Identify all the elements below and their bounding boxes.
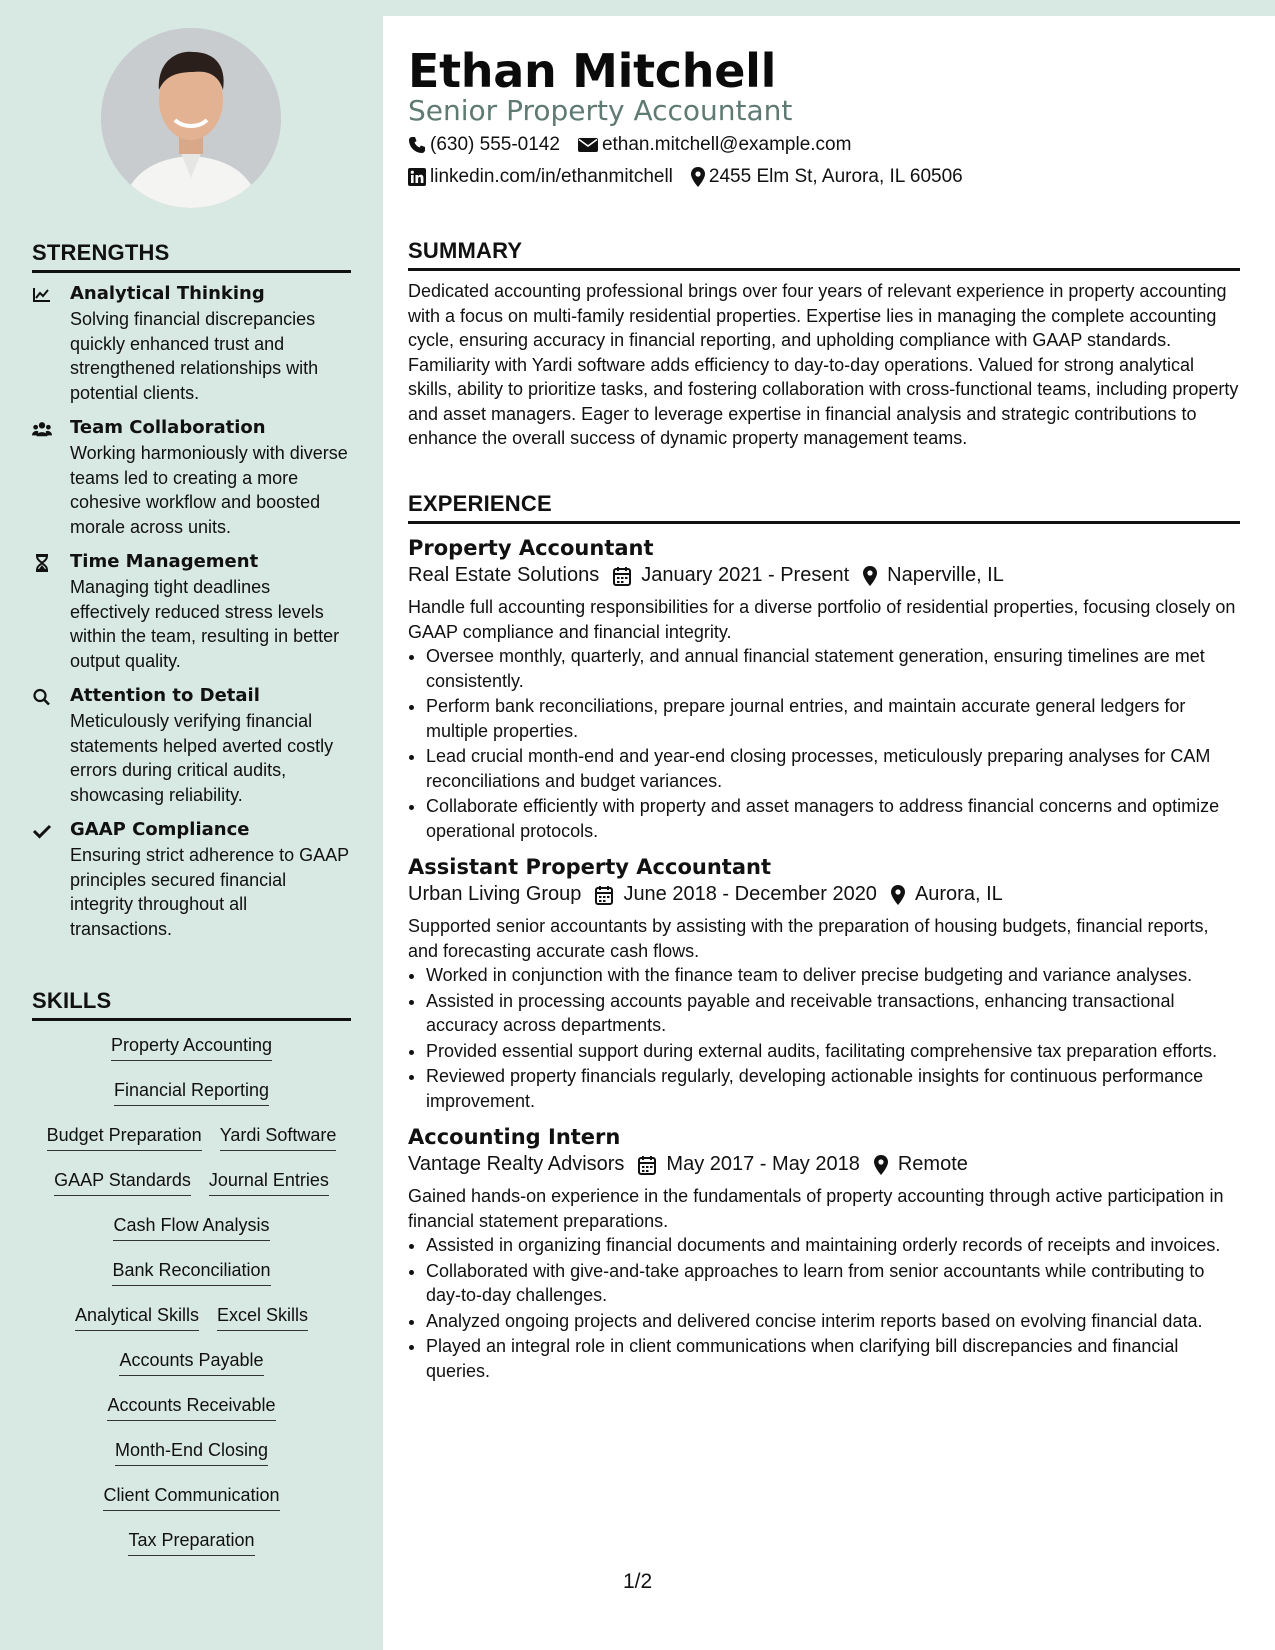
strength-item bbox=[32, 283, 351, 405]
summary-section bbox=[408, 238, 1240, 451]
calendar-icon bbox=[638, 1155, 656, 1175]
job-meta bbox=[408, 883, 1240, 906]
skill-tag: Client Communication bbox=[103, 1485, 279, 1511]
job-entry bbox=[408, 855, 1240, 1113]
skill-tag: Month-End Closing bbox=[115, 1440, 268, 1466]
job-dates-text: January 2021 - Present bbox=[641, 564, 850, 586]
job-dates-text: May 2017 - May 2018 bbox=[666, 1153, 860, 1175]
job-location-text: Remote bbox=[897, 1153, 968, 1175]
skill-tag: Cash Flow Analysis bbox=[113, 1215, 269, 1241]
job-dates bbox=[613, 564, 849, 587]
page-number: 1/2 bbox=[623, 1570, 653, 1593]
strength-item bbox=[32, 551, 351, 673]
strength-desc: Ensuring strict adherence to GAAP principles secured financial integrity throughout all transactions. bbox=[70, 845, 349, 939]
strengths-section bbox=[32, 240, 351, 953]
job-location-text: Naperville, IL bbox=[887, 564, 1004, 586]
calendar-icon bbox=[595, 885, 613, 905]
strength-desc: Working harmoniously with diverse teams led to creating a more cohesive workflow and boosted morale across units. bbox=[70, 443, 348, 537]
main-content bbox=[383, 16, 1275, 1650]
linkedin-icon bbox=[408, 168, 426, 186]
map-pin-icon bbox=[691, 167, 705, 187]
job-meta bbox=[408, 1153, 1240, 1176]
job-bullets bbox=[408, 644, 1240, 843]
strength-desc: Meticulously verifying financial statements helped averted costly errors during critical audits, showcasing reliability. bbox=[70, 711, 334, 805]
job-company: Real Estate Solutions bbox=[408, 564, 600, 586]
bullet-item: • Lead crucial month-end and year-end closing processes, meticulously preparing analyses for CAM reconciliations and budget variances. bbox=[426, 744, 1240, 793]
chart-line-icon bbox=[32, 283, 70, 405]
job-title: Accounting Intern bbox=[408, 1125, 621, 1149]
job-location-text: Aurora, IL bbox=[914, 883, 1003, 905]
summary-heading: SUMMARY bbox=[408, 238, 1240, 271]
contact-row bbox=[408, 166, 981, 188]
skill-tag: Journal Entries bbox=[209, 1170, 329, 1196]
experience-heading: EXPERIENCE bbox=[408, 491, 1240, 524]
job-title: Property Accountant bbox=[408, 536, 654, 560]
skill-tag: Accounts Receivable bbox=[107, 1395, 275, 1421]
job-description: Gained hands-on experience in the fundamentals of property accounting through active participation in financial statement preparations. bbox=[408, 1186, 1224, 1231]
phone-contact[interactable] bbox=[408, 134, 560, 156]
job-dates bbox=[595, 883, 877, 906]
job-entry bbox=[408, 1125, 1240, 1383]
phone-icon bbox=[408, 136, 426, 154]
skill-tag: Analytical Skills bbox=[75, 1305, 199, 1331]
strength-title: GAAP Compliance bbox=[70, 819, 250, 840]
strength-item bbox=[32, 819, 351, 941]
profile-photo-image bbox=[101, 28, 281, 208]
job-location bbox=[874, 1153, 968, 1176]
skill-tag: Tax Preparation bbox=[128, 1530, 254, 1556]
strength-title: Time Management bbox=[70, 551, 259, 572]
email-contact[interactable] bbox=[578, 134, 852, 156]
bullet-item: • Worked in conjunction with the finance team to deliver precise budgeting and variance analyses. bbox=[426, 963, 1240, 988]
bullet-item: • Provided essential support during external audits, facilitating comprehensive tax preparation efforts. bbox=[426, 1039, 1240, 1064]
skill-tag: Yardi Software bbox=[220, 1125, 337, 1151]
skills-heading: SKILLS bbox=[32, 988, 351, 1021]
job-bullets bbox=[408, 1233, 1240, 1383]
bullet-item: • Played an integral role in client communications when clarifying bill discrepancies and financial queries. bbox=[426, 1334, 1240, 1383]
skill-tag: Bank Reconciliation bbox=[112, 1260, 270, 1286]
job-location bbox=[891, 883, 1003, 906]
job-dates-text: June 2018 - December 2020 bbox=[623, 883, 877, 905]
email-text: ethan.mitchell@example.com bbox=[601, 134, 852, 155]
skill-tag: Financial Reporting bbox=[114, 1080, 269, 1106]
job-entry bbox=[408, 536, 1240, 843]
hourglass-icon bbox=[32, 551, 70, 673]
strength-item bbox=[32, 685, 351, 807]
job-dates bbox=[638, 1153, 859, 1176]
bullet-item: • Reviewed property financials regularly, developing actionable insights for continuous performance improvement. bbox=[426, 1064, 1240, 1113]
job-title: Assistant Property Accountant bbox=[408, 855, 771, 879]
address-text: 2455 Elm St, Aurora, IL 60506 bbox=[708, 166, 963, 187]
sidebar bbox=[0, 0, 383, 1650]
contact-row bbox=[408, 134, 869, 156]
job-bullets bbox=[408, 963, 1240, 1113]
check-icon bbox=[32, 819, 70, 941]
phone-text: (630) 555-0142 bbox=[430, 134, 560, 155]
skill-tag: GAAP Standards bbox=[54, 1170, 191, 1196]
address-contact bbox=[691, 166, 963, 188]
candidate-role: Senior Property Accountant bbox=[408, 94, 793, 127]
calendar-icon bbox=[613, 566, 631, 586]
job-location bbox=[863, 564, 1004, 587]
job-description: Handle full accounting responsibilities for a diverse portfolio of residential properties, focusing closely on GAAP compliance and financial integrity. bbox=[408, 597, 1236, 642]
job-description: Supported senior accountants by assisting with the preparation of housing budgets, financial reports, and forecasting accurate cash flows. bbox=[408, 916, 1209, 961]
strengths-list bbox=[32, 283, 351, 941]
strength-title: Team Collaboration bbox=[70, 417, 266, 438]
bullet-item: • Collaborate efficiently with property and asset managers to address financial concerns and optimize operational protocols. bbox=[426, 794, 1240, 843]
bullet-item: • Oversee monthly, quarterly, and annual financial statement generation, ensuring timelines are met consistently. bbox=[426, 644, 1240, 693]
bullet-item: • Collaborated with give-and-take approaches to learn from senior accountants while contributing to day-to-day challenges. bbox=[426, 1259, 1240, 1308]
map-pin-icon bbox=[874, 1155, 888, 1175]
skill-tag: Excel Skills bbox=[217, 1305, 308, 1331]
skills-section bbox=[32, 988, 351, 1575]
strengths-heading: STRENGTHS bbox=[32, 240, 351, 273]
profile-photo bbox=[101, 28, 281, 208]
bullet-item: • Assisted in processing accounts payable and receivable transactions, enhancing transactional accuracy across departments. bbox=[426, 989, 1240, 1038]
strength-item bbox=[32, 417, 351, 539]
experience-section bbox=[408, 491, 1240, 1384]
linkedin-contact[interactable] bbox=[408, 166, 673, 188]
search-icon bbox=[32, 685, 70, 807]
linkedin-text: linkedin.com/in/ethanmitchell bbox=[430, 166, 673, 187]
skill-tag: Budget Preparation bbox=[47, 1125, 202, 1151]
bullet-item: • Analyzed ongoing projects and delivered concise interim reports based on evolving financial data. bbox=[426, 1309, 1240, 1334]
skill-tag: Accounts Payable bbox=[119, 1350, 263, 1376]
job-company: Vantage Realty Advisors bbox=[408, 1153, 625, 1175]
job-company: Urban Living Group bbox=[408, 883, 582, 905]
strength-title: Attention to Detail bbox=[70, 685, 260, 706]
job-meta bbox=[408, 564, 1240, 587]
map-pin-icon bbox=[863, 566, 877, 586]
strength-desc: Solving financial discrepancies quickly enhanced trust and strengthened relationships with potential clients. bbox=[70, 309, 319, 403]
strength-desc: Managing tight deadlines effectively reduced stress levels within the team, resulting in better output quality. bbox=[70, 577, 340, 671]
summary-text: Dedicated accounting professional brings over four years of relevant experience in property accounting with a focus on multi-family residential properties. Expertise lies in managing the complete accounting cycle, ensuring accuracy in financial reporting, and upholding compliance with GAAP standards. Familiarity with Yardi software adds efficiency to day-to-day operations. Valued for strong analytical skills, ability to prioritize tasks, and fostering collaboration with cross-functional teams, including property and asset managers. Eager to leverage expertise in financial analysis and strategic contributions to enhance the overall success of dynamic property management teams. bbox=[408, 281, 1239, 448]
bullet-item: • Perform bank reconciliations, prepare journal entries, and maintain accurate general ledgers for multiple properties. bbox=[426, 694, 1240, 743]
bullet-item: • Assisted in organizing financial documents and maintaining orderly records of receipts and invoices. bbox=[426, 1233, 1240, 1258]
skill-tag: Property Accounting bbox=[111, 1035, 272, 1061]
map-pin-icon bbox=[891, 885, 905, 905]
envelope-icon bbox=[578, 137, 598, 153]
skills-list bbox=[32, 1035, 351, 1575]
strength-title: Analytical Thinking bbox=[70, 283, 265, 304]
users-icon bbox=[32, 417, 70, 539]
candidate-name: Ethan Mitchell bbox=[408, 44, 777, 98]
